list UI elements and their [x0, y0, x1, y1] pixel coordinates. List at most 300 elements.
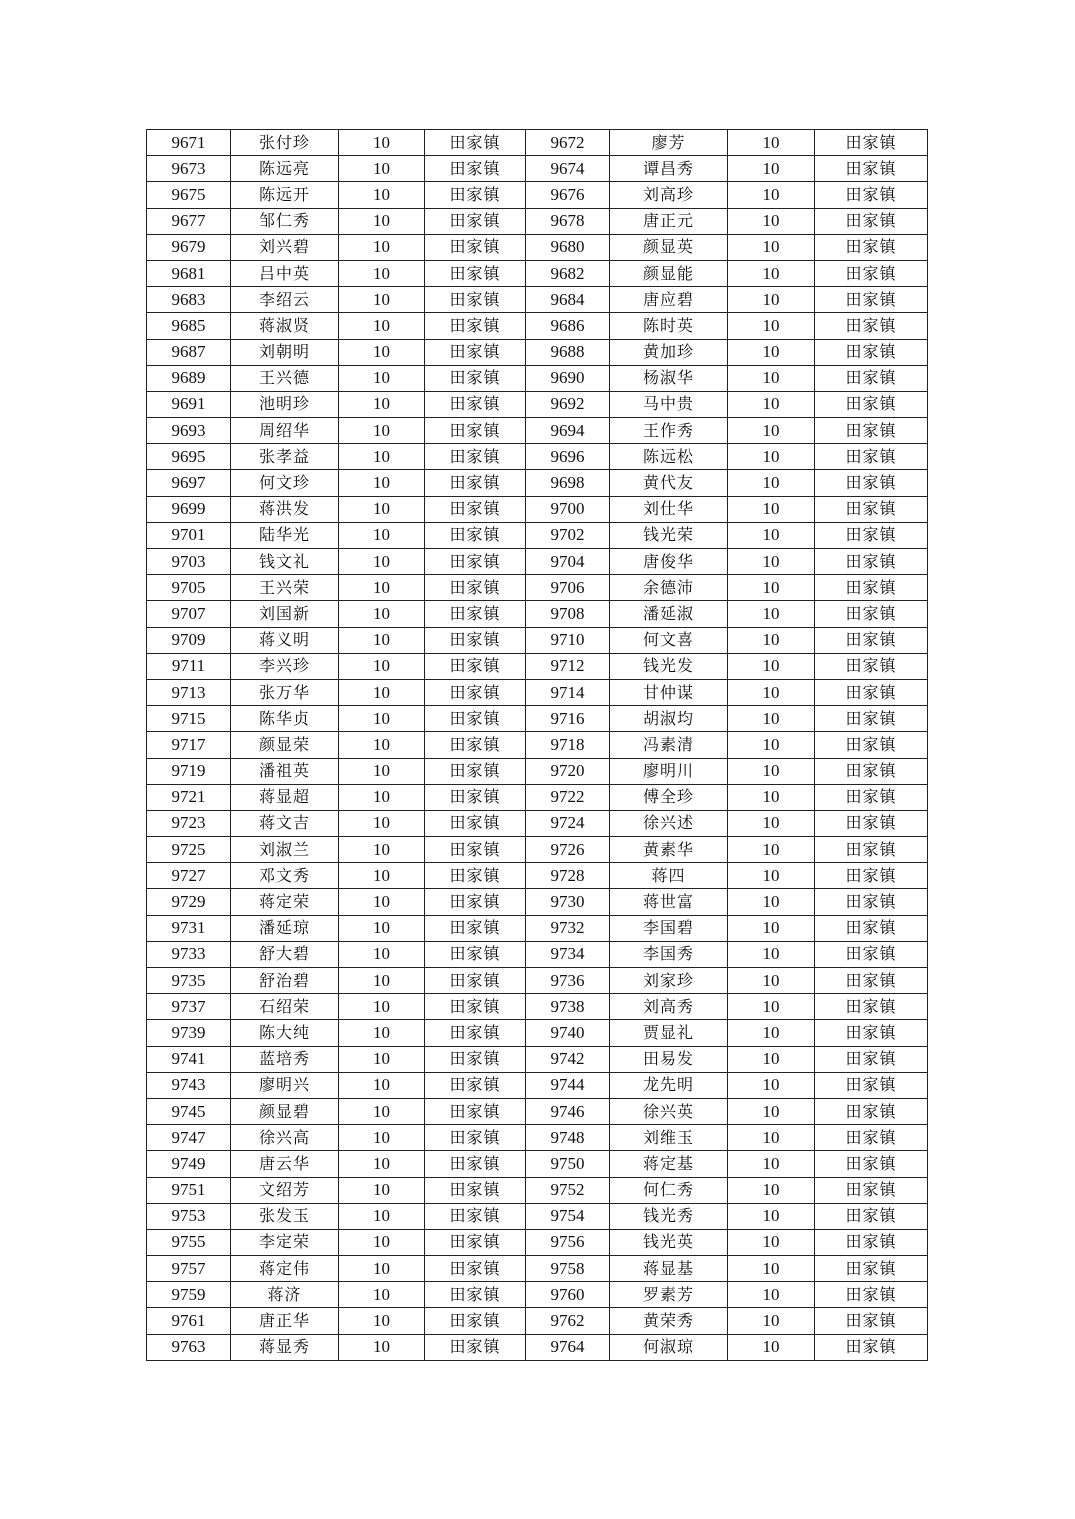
left-id-cell: 9721 [147, 784, 231, 810]
right-amount-cell: 10 [728, 418, 815, 444]
right-id-cell: 9714 [526, 679, 610, 705]
left-id-cell: 9681 [147, 260, 231, 286]
table-row [147, 627, 928, 653]
left-town-cell: 田家镇 [425, 575, 526, 601]
table-row [147, 1282, 928, 1308]
right-id-cell: 9676 [526, 182, 610, 208]
right-amount-cell: 10 [728, 549, 815, 575]
right-town-cell: 田家镇 [815, 732, 928, 758]
left-name-cell: 石绍荣 [231, 994, 339, 1020]
left-amount-cell: 10 [339, 889, 425, 915]
left-amount-cell: 10 [339, 234, 425, 260]
right-id-cell: 9702 [526, 522, 610, 548]
left-name-cell: 蓝培秀 [231, 1046, 339, 1072]
right-id-cell: 9744 [526, 1072, 610, 1098]
right-town-cell: 田家镇 [815, 1256, 928, 1282]
right-name-cell: 钱光发 [610, 653, 728, 679]
right-name-cell: 马中贵 [610, 391, 728, 417]
right-amount-cell: 10 [728, 391, 815, 417]
left-name-cell: 蒋洪发 [231, 496, 339, 522]
left-name-cell: 蒋定伟 [231, 1256, 339, 1282]
right-amount-cell: 10 [728, 182, 815, 208]
left-name-cell: 邓文秀 [231, 863, 339, 889]
left-amount-cell: 10 [339, 287, 425, 313]
right-town-cell: 田家镇 [815, 994, 928, 1020]
left-name-cell: 陈华贞 [231, 706, 339, 732]
table-row [147, 941, 928, 967]
left-amount-cell: 10 [339, 1072, 425, 1098]
left-amount-cell: 10 [339, 758, 425, 784]
left-town-cell: 田家镇 [425, 549, 526, 575]
left-town-cell: 田家镇 [425, 915, 526, 941]
right-name-cell: 黄荣秀 [610, 1308, 728, 1334]
right-id-cell: 9680 [526, 234, 610, 260]
right-name-cell: 甘仲谋 [610, 679, 728, 705]
table-row [147, 1046, 928, 1072]
left-id-cell: 9711 [147, 653, 231, 679]
left-amount-cell: 10 [339, 130, 425, 156]
left-town-cell: 田家镇 [425, 130, 526, 156]
right-id-cell: 9700 [526, 496, 610, 522]
left-amount-cell: 10 [339, 784, 425, 810]
left-amount-cell: 10 [339, 391, 425, 417]
table-row [147, 889, 928, 915]
right-id-cell: 9746 [526, 1098, 610, 1124]
right-id-cell: 9732 [526, 915, 610, 941]
left-name-cell: 刘淑兰 [231, 837, 339, 863]
left-name-cell: 潘祖英 [231, 758, 339, 784]
left-id-cell: 9673 [147, 156, 231, 182]
left-name-cell: 潘延琼 [231, 915, 339, 941]
left-town-cell: 田家镇 [425, 679, 526, 705]
table-row [147, 339, 928, 365]
left-id-cell: 9747 [147, 1125, 231, 1151]
left-name-cell: 文绍芳 [231, 1177, 339, 1203]
right-name-cell: 刘高秀 [610, 994, 728, 1020]
left-town-cell: 田家镇 [425, 1046, 526, 1072]
left-amount-cell: 10 [339, 1177, 425, 1203]
right-amount-cell: 10 [728, 706, 815, 732]
left-town-cell: 田家镇 [425, 1229, 526, 1255]
right-amount-cell: 10 [728, 208, 815, 234]
left-town-cell: 田家镇 [425, 601, 526, 627]
left-town-cell: 田家镇 [425, 444, 526, 470]
right-amount-cell: 10 [728, 1020, 815, 1046]
left-name-cell: 王兴荣 [231, 575, 339, 601]
right-name-cell: 陈远松 [610, 444, 728, 470]
right-town-cell: 田家镇 [815, 968, 928, 994]
right-town-cell: 田家镇 [815, 627, 928, 653]
left-id-cell: 9705 [147, 575, 231, 601]
right-name-cell: 唐应碧 [610, 287, 728, 313]
left-id-cell: 9723 [147, 810, 231, 836]
right-name-cell: 龙先明 [610, 1072, 728, 1098]
table-row [147, 601, 928, 627]
right-amount-cell: 10 [728, 156, 815, 182]
right-name-cell: 李国秀 [610, 941, 728, 967]
right-amount-cell: 10 [728, 941, 815, 967]
right-name-cell: 徐兴英 [610, 1098, 728, 1124]
right-town-cell: 田家镇 [815, 549, 928, 575]
left-name-cell: 舒治碧 [231, 968, 339, 994]
right-id-cell: 9704 [526, 549, 610, 575]
right-town-cell: 田家镇 [815, 522, 928, 548]
left-town-cell: 田家镇 [425, 968, 526, 994]
table-row [147, 706, 928, 732]
right-name-cell: 刘维玉 [610, 1125, 728, 1151]
right-town-cell: 田家镇 [815, 679, 928, 705]
left-name-cell: 陈大纯 [231, 1020, 339, 1046]
left-name-cell: 张孝益 [231, 444, 339, 470]
left-name-cell: 邹仁秀 [231, 208, 339, 234]
right-town-cell: 田家镇 [815, 234, 928, 260]
right-town-cell: 田家镇 [815, 1072, 928, 1098]
left-name-cell: 蒋定荣 [231, 889, 339, 915]
left-name-cell: 李兴珍 [231, 653, 339, 679]
right-amount-cell: 10 [728, 810, 815, 836]
left-id-cell: 9713 [147, 679, 231, 705]
right-id-cell: 9724 [526, 810, 610, 836]
right-town-cell: 田家镇 [815, 810, 928, 836]
right-town-cell: 田家镇 [815, 653, 928, 679]
right-id-cell: 9764 [526, 1334, 610, 1360]
right-town-cell: 田家镇 [815, 470, 928, 496]
right-name-cell: 蒋世富 [610, 889, 728, 915]
left-id-cell: 9701 [147, 522, 231, 548]
left-town-cell: 田家镇 [425, 706, 526, 732]
left-amount-cell: 10 [339, 601, 425, 627]
left-town-cell: 田家镇 [425, 810, 526, 836]
right-name-cell: 余德沛 [610, 575, 728, 601]
right-amount-cell: 10 [728, 1203, 815, 1229]
left-amount-cell: 10 [339, 156, 425, 182]
right-name-cell: 何仁秀 [610, 1177, 728, 1203]
left-id-cell: 9735 [147, 968, 231, 994]
left-town-cell: 田家镇 [425, 1151, 526, 1177]
right-town-cell: 田家镇 [815, 758, 928, 784]
right-town-cell: 田家镇 [815, 889, 928, 915]
left-id-cell: 9733 [147, 941, 231, 967]
right-name-cell: 蒋定基 [610, 1151, 728, 1177]
left-id-cell: 9727 [147, 863, 231, 889]
left-town-cell: 田家镇 [425, 365, 526, 391]
right-amount-cell: 10 [728, 339, 815, 365]
table-row [147, 522, 928, 548]
right-amount-cell: 10 [728, 732, 815, 758]
left-id-cell: 9715 [147, 706, 231, 732]
left-name-cell: 蒋文吉 [231, 810, 339, 836]
right-id-cell: 9752 [526, 1177, 610, 1203]
right-town-cell: 田家镇 [815, 1020, 928, 1046]
left-amount-cell: 10 [339, 418, 425, 444]
table-row [147, 313, 928, 339]
left-amount-cell: 10 [339, 1046, 425, 1072]
right-amount-cell: 10 [728, 313, 815, 339]
left-name-cell: 钱文礼 [231, 549, 339, 575]
left-id-cell: 9729 [147, 889, 231, 915]
left-amount-cell: 10 [339, 863, 425, 889]
left-amount-cell: 10 [339, 732, 425, 758]
left-town-cell: 田家镇 [425, 758, 526, 784]
right-amount-cell: 10 [728, 1308, 815, 1334]
left-name-cell: 刘国新 [231, 601, 339, 627]
table-row [147, 1125, 928, 1151]
left-name-cell: 徐兴高 [231, 1125, 339, 1151]
table-row [147, 837, 928, 863]
table-row [147, 391, 928, 417]
table-row [147, 758, 928, 784]
left-id-cell: 9691 [147, 391, 231, 417]
left-id-cell: 9707 [147, 601, 231, 627]
left-amount-cell: 10 [339, 1125, 425, 1151]
table-row [147, 784, 928, 810]
right-town-cell: 田家镇 [815, 1098, 928, 1124]
table-row [147, 260, 928, 286]
table-row [147, 1229, 928, 1255]
right-id-cell: 9706 [526, 575, 610, 601]
left-name-cell: 蒋济 [231, 1282, 339, 1308]
right-amount-cell: 10 [728, 889, 815, 915]
right-town-cell: 田家镇 [815, 863, 928, 889]
left-name-cell: 吕中英 [231, 260, 339, 286]
left-amount-cell: 10 [339, 339, 425, 365]
right-town-cell: 田家镇 [815, 260, 928, 286]
right-amount-cell: 10 [728, 863, 815, 889]
left-name-cell: 蒋义明 [231, 627, 339, 653]
left-id-cell: 9751 [147, 1177, 231, 1203]
right-name-cell: 杨淑华 [610, 365, 728, 391]
right-town-cell: 田家镇 [815, 1308, 928, 1334]
right-amount-cell: 10 [728, 1072, 815, 1098]
right-amount-cell: 10 [728, 915, 815, 941]
left-town-cell: 田家镇 [425, 1098, 526, 1124]
left-amount-cell: 10 [339, 653, 425, 679]
right-town-cell: 田家镇 [815, 915, 928, 941]
right-name-cell: 唐俊华 [610, 549, 728, 575]
table-row [147, 1308, 928, 1334]
left-amount-cell: 10 [339, 1203, 425, 1229]
left-name-cell: 张付珍 [231, 130, 339, 156]
left-amount-cell: 10 [339, 810, 425, 836]
table-row [147, 130, 928, 156]
right-amount-cell: 10 [728, 758, 815, 784]
left-amount-cell: 10 [339, 575, 425, 601]
right-amount-cell: 10 [728, 260, 815, 286]
left-id-cell: 9741 [147, 1046, 231, 1072]
left-town-cell: 田家镇 [425, 1282, 526, 1308]
left-town-cell: 田家镇 [425, 1020, 526, 1046]
right-amount-cell: 10 [728, 234, 815, 260]
left-town-cell: 田家镇 [425, 1256, 526, 1282]
table-row [147, 208, 928, 234]
right-id-cell: 9674 [526, 156, 610, 182]
roster-table-body [147, 130, 928, 1361]
right-town-cell: 田家镇 [815, 287, 928, 313]
right-id-cell: 9730 [526, 889, 610, 915]
left-id-cell: 9739 [147, 1020, 231, 1046]
right-id-cell: 9762 [526, 1308, 610, 1334]
right-id-cell: 9726 [526, 837, 610, 863]
left-amount-cell: 10 [339, 313, 425, 339]
left-name-cell: 廖明兴 [231, 1072, 339, 1098]
left-amount-cell: 10 [339, 1334, 425, 1360]
right-id-cell: 9712 [526, 653, 610, 679]
roster-table-container [146, 129, 927, 1361]
right-amount-cell: 10 [728, 653, 815, 679]
right-town-cell: 田家镇 [815, 130, 928, 156]
left-name-cell: 陈远开 [231, 182, 339, 208]
left-id-cell: 9699 [147, 496, 231, 522]
left-town-cell: 田家镇 [425, 391, 526, 417]
table-row [147, 863, 928, 889]
right-amount-cell: 10 [728, 1151, 815, 1177]
right-name-cell: 钱光秀 [610, 1203, 728, 1229]
right-amount-cell: 10 [728, 968, 815, 994]
left-id-cell: 9759 [147, 1282, 231, 1308]
roster-table [146, 129, 928, 1361]
right-town-cell: 田家镇 [815, 601, 928, 627]
left-town-cell: 田家镇 [425, 889, 526, 915]
table-row [147, 575, 928, 601]
left-town-cell: 田家镇 [425, 1177, 526, 1203]
right-id-cell: 9754 [526, 1203, 610, 1229]
table-row [147, 968, 928, 994]
left-id-cell: 9761 [147, 1308, 231, 1334]
left-name-cell: 张发玉 [231, 1203, 339, 1229]
left-amount-cell: 10 [339, 1256, 425, 1282]
right-name-cell: 钱光荣 [610, 522, 728, 548]
left-amount-cell: 10 [339, 1020, 425, 1046]
right-name-cell: 廖芳 [610, 130, 728, 156]
left-id-cell: 9675 [147, 182, 231, 208]
right-amount-cell: 10 [728, 1229, 815, 1255]
right-town-cell: 田家镇 [815, 1282, 928, 1308]
left-town-cell: 田家镇 [425, 994, 526, 1020]
right-id-cell: 9686 [526, 313, 610, 339]
right-name-cell: 蒋四 [610, 863, 728, 889]
left-amount-cell: 10 [339, 627, 425, 653]
left-amount-cell: 10 [339, 496, 425, 522]
left-id-cell: 9755 [147, 1229, 231, 1255]
left-town-cell: 田家镇 [425, 470, 526, 496]
right-name-cell: 陈时英 [610, 313, 728, 339]
right-town-cell: 田家镇 [815, 496, 928, 522]
table-row [147, 1256, 928, 1282]
right-id-cell: 9738 [526, 994, 610, 1020]
left-id-cell: 9725 [147, 837, 231, 863]
table-row [147, 182, 928, 208]
left-name-cell: 李绍云 [231, 287, 339, 313]
left-name-cell: 陆华光 [231, 522, 339, 548]
table-row [147, 549, 928, 575]
right-name-cell: 黄素华 [610, 837, 728, 863]
left-id-cell: 9743 [147, 1072, 231, 1098]
right-amount-cell: 10 [728, 784, 815, 810]
table-row [147, 1098, 928, 1124]
right-name-cell: 刘仕华 [610, 496, 728, 522]
left-amount-cell: 10 [339, 1151, 425, 1177]
right-id-cell: 9758 [526, 1256, 610, 1282]
right-id-cell: 9740 [526, 1020, 610, 1046]
table-row [147, 1334, 928, 1360]
left-amount-cell: 10 [339, 444, 425, 470]
right-id-cell: 9720 [526, 758, 610, 784]
right-amount-cell: 10 [728, 1125, 815, 1151]
left-id-cell: 9745 [147, 1098, 231, 1124]
right-town-cell: 田家镇 [815, 1334, 928, 1360]
left-name-cell: 张万华 [231, 679, 339, 705]
right-town-cell: 田家镇 [815, 182, 928, 208]
right-name-cell: 钱光英 [610, 1229, 728, 1255]
right-town-cell: 田家镇 [815, 1203, 928, 1229]
left-town-cell: 田家镇 [425, 260, 526, 286]
right-id-cell: 9750 [526, 1151, 610, 1177]
left-name-cell: 唐云华 [231, 1151, 339, 1177]
left-town-cell: 田家镇 [425, 182, 526, 208]
table-row [147, 470, 928, 496]
right-name-cell: 颜显英 [610, 234, 728, 260]
left-amount-cell: 10 [339, 1229, 425, 1255]
left-town-cell: 田家镇 [425, 339, 526, 365]
right-id-cell: 9760 [526, 1282, 610, 1308]
right-amount-cell: 10 [728, 287, 815, 313]
right-id-cell: 9690 [526, 365, 610, 391]
right-amount-cell: 10 [728, 522, 815, 548]
left-town-cell: 田家镇 [425, 234, 526, 260]
left-name-cell: 周绍华 [231, 418, 339, 444]
right-town-cell: 田家镇 [815, 1151, 928, 1177]
left-name-cell: 蒋淑贤 [231, 313, 339, 339]
left-name-cell: 何文珍 [231, 470, 339, 496]
right-name-cell: 颜显能 [610, 260, 728, 286]
right-name-cell: 刘高珍 [610, 182, 728, 208]
right-id-cell: 9734 [526, 941, 610, 967]
left-name-cell: 王兴德 [231, 365, 339, 391]
table-row [147, 444, 928, 470]
right-id-cell: 9698 [526, 470, 610, 496]
left-name-cell: 池明珍 [231, 391, 339, 417]
right-town-cell: 田家镇 [815, 1177, 928, 1203]
left-id-cell: 9753 [147, 1203, 231, 1229]
left-amount-cell: 10 [339, 1282, 425, 1308]
right-name-cell: 谭昌秀 [610, 156, 728, 182]
right-town-cell: 田家镇 [815, 391, 928, 417]
right-name-cell: 黄代友 [610, 470, 728, 496]
table-row [147, 679, 928, 705]
right-name-cell: 黄加珍 [610, 339, 728, 365]
left-id-cell: 9703 [147, 549, 231, 575]
right-id-cell: 9682 [526, 260, 610, 286]
left-name-cell: 舒大碧 [231, 941, 339, 967]
left-id-cell: 9731 [147, 915, 231, 941]
left-amount-cell: 10 [339, 1308, 425, 1334]
right-amount-cell: 10 [728, 444, 815, 470]
right-name-cell: 罗素芳 [610, 1282, 728, 1308]
left-name-cell: 刘朝明 [231, 339, 339, 365]
right-town-cell: 田家镇 [815, 313, 928, 339]
left-id-cell: 9685 [147, 313, 231, 339]
table-row [147, 994, 928, 1020]
right-amount-cell: 10 [728, 679, 815, 705]
right-name-cell: 何淑琼 [610, 1334, 728, 1360]
left-town-cell: 田家镇 [425, 1125, 526, 1151]
right-amount-cell: 10 [728, 365, 815, 391]
right-name-cell: 王作秀 [610, 418, 728, 444]
right-id-cell: 9684 [526, 287, 610, 313]
right-town-cell: 田家镇 [815, 418, 928, 444]
left-town-cell: 田家镇 [425, 418, 526, 444]
right-name-cell: 潘延淑 [610, 601, 728, 627]
